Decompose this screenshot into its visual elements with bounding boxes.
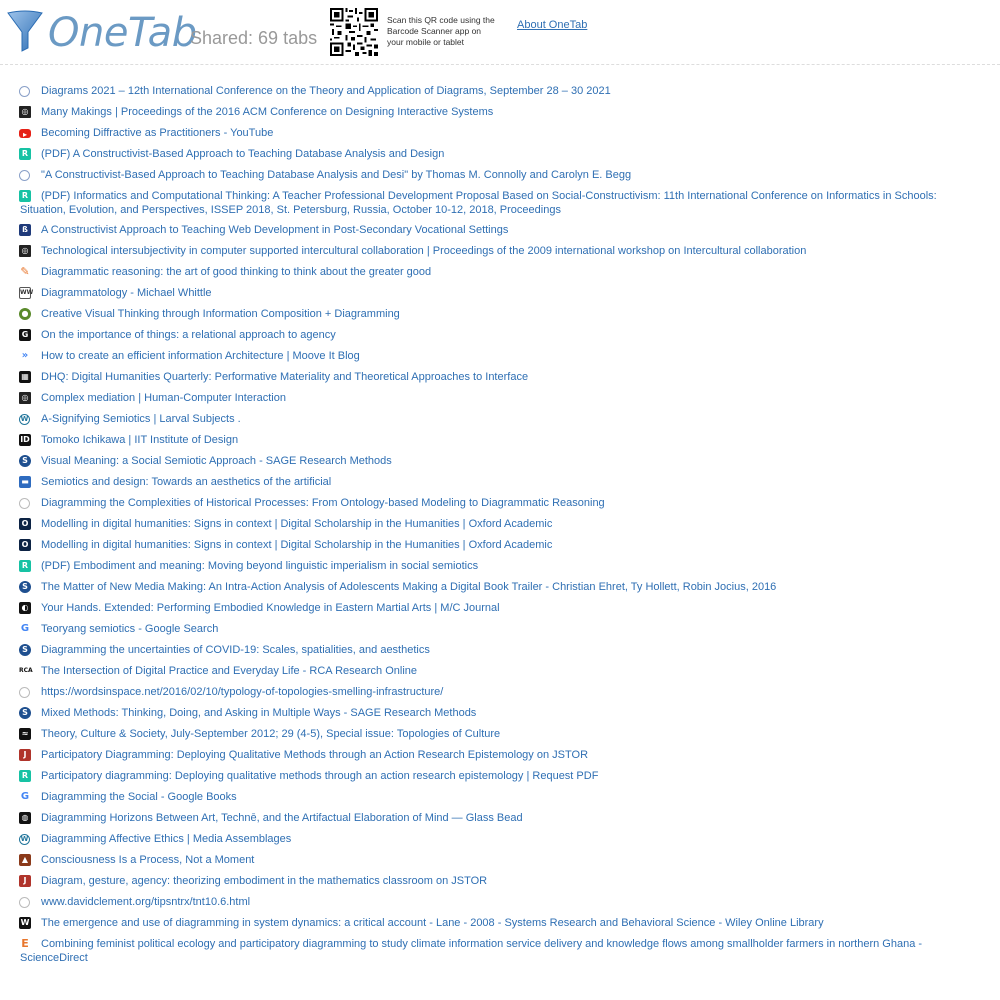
tab-title[interactable]: Diagramming the uncertainties of COVID-19: Scales, spatialities, and aesthetics <box>41 644 430 656</box>
tab-title[interactable]: Your Hands. Extended: Performing Embodied Knowledge in Eastern Martial Arts | M/C Journal <box>41 602 500 614</box>
tab-title[interactable]: Many Makings | Proceedings of the 2016 ACM Conference on Designing Interactive Systems <box>41 106 494 118</box>
tab-title[interactable]: Diagramming Affective Ethics | Media Assemblages <box>41 833 292 845</box>
tab-title[interactable]: Participatory Diagramming: Deploying Qualitative Methods through an Action Research Epistemology on JSTOR <box>41 749 589 761</box>
sage-icon: S <box>19 707 31 719</box>
tab-link[interactable] <box>0 619 1000 640</box>
tab-title[interactable]: (PDF) A Constructivist-Based Approach to Teaching Database Analysis and Design <box>41 148 445 160</box>
site-icon: G <box>19 329 31 341</box>
tab-title[interactable]: Modelling in digital humanities: Signs in context | Digital Scholarship in the Humanities | Oxford Academic <box>41 518 553 530</box>
id-icon: ID <box>20 435 30 444</box>
tab-title[interactable]: "A Constructivist-Based Approach to Teaching Database Analysis and Desi" by Thomas M. Connolly and Carolyn E. Begg <box>41 169 632 181</box>
glass-bead-icon: ◍ <box>19 812 31 824</box>
tab-link[interactable] <box>0 871 1000 892</box>
tab-list <box>0 81 1000 968</box>
tab-link[interactable] <box>0 892 1000 913</box>
pen-icon: ✎ <box>20 265 30 278</box>
site-icon: ▲ <box>19 854 31 866</box>
tab-title[interactable]: Diagramming Horizons Between Art, Technē, and the Artifactual Elaboration of Mind — Glass Bead <box>41 812 523 824</box>
researchgate-icon: R <box>19 148 31 160</box>
globe-icon <box>19 86 30 97</box>
tab-link[interactable] <box>0 367 1000 388</box>
google-icon: G <box>20 791 30 802</box>
researchgate-icon: R <box>19 560 31 572</box>
researchgate-icon: R <box>19 190 31 202</box>
oxford-icon: O <box>19 539 31 551</box>
tab-title[interactable]: Becoming Diffractive as Practitioners - YouTube <box>41 127 274 139</box>
tab-link[interactable] <box>0 934 1000 968</box>
tab-title[interactable]: https://wordsinspace.net/2016/02/10/typology-of-topologies-smelling-infrastructure/ <box>41 686 444 698</box>
tab-link[interactable] <box>0 186 1000 220</box>
tab-link[interactable] <box>0 388 1000 409</box>
tab-title[interactable]: A-Signifying Semiotics | Larval Subjects . <box>41 413 241 425</box>
tab-title[interactable]: Diagramming the Social - Google Books <box>41 791 237 803</box>
sage-icon: S <box>19 455 31 467</box>
brand-title: OneTab <box>48 10 197 56</box>
rca-icon: RCA <box>19 665 31 677</box>
tab-title[interactable]: www.davidclement.org/tipsntrx/tnt10.6.html <box>41 896 251 908</box>
tab-title[interactable]: Modelling in digital humanities: Signs in context | Digital Scholarship in the Humanities | Oxford Academic <box>41 539 553 551</box>
tab-title[interactable]: Semiotics and design: Towards an aesthetics of the artificial <box>41 476 332 488</box>
tab-title[interactable]: Technological intersubjectivity in computer supported intercultural collaboration | Proceedings of the 2009 international workshop on Intercultural collaboration <box>41 245 807 257</box>
site-icon: ▬ <box>19 476 31 488</box>
tab-link[interactable] <box>0 556 1000 577</box>
tab-title[interactable]: The Intersection of Digital Practice and Everyday Life - RCA Research Online <box>41 665 418 677</box>
tab-link[interactable] <box>0 703 1000 724</box>
tab-link[interactable] <box>0 808 1000 829</box>
tab-title[interactable]: Creative Visual Thinking through Information Composition + Diagramming <box>41 308 400 320</box>
site-icon: ● <box>19 308 31 320</box>
oxford-icon: O <box>19 518 31 530</box>
tab-link[interactable] <box>0 598 1000 619</box>
tab-link[interactable] <box>0 829 1000 850</box>
tab-link[interactable] <box>0 144 1000 165</box>
tab-link[interactable] <box>0 661 1000 682</box>
tab-title[interactable]: Complex mediation | Human-Computer Interaction <box>41 392 286 404</box>
tab-link[interactable] <box>0 850 1000 871</box>
qr-instructions: Scan this QR code using the Barcode Scanner app on your mobile or tablet <box>387 15 495 47</box>
tab-link[interactable] <box>0 745 1000 766</box>
tab-link[interactable] <box>0 451 1000 472</box>
tab-link[interactable] <box>0 241 1000 262</box>
tab-title[interactable]: The emergence and use of diagramming in system dynamics: a critical account - Lane - 2008 - Systems Research and Behavioral Science - Wiley Online Library <box>41 917 824 929</box>
tab-link[interactable] <box>0 514 1000 535</box>
globe-icon <box>19 687 30 698</box>
elsevier-icon: E <box>19 938 31 950</box>
onetab-funnel-icon <box>6 10 44 52</box>
tab-title[interactable]: Consciousness Is a Process, Not a Moment <box>41 854 255 866</box>
ww-icon: WW <box>19 287 31 299</box>
tab-link[interactable] <box>0 81 1000 102</box>
jstor-icon: J <box>19 875 31 887</box>
network-globe-icon <box>19 170 30 181</box>
tab-link[interactable] <box>0 640 1000 661</box>
sage-journals-icon: ≈ <box>19 728 31 740</box>
tab-link[interactable] <box>0 472 1000 493</box>
globe-icon <box>19 498 30 509</box>
tab-title[interactable]: Diagrammatology - Michael Whittle <box>41 287 212 299</box>
header <box>0 0 1000 65</box>
about-onetab-link[interactable]: About OneTab <box>517 19 588 31</box>
site-icon: ß <box>19 224 31 236</box>
tab-link[interactable] <box>0 304 1000 325</box>
tab-title[interactable]: Teoryang semiotics - Google Search <box>41 623 219 635</box>
tab-title[interactable]: Diagrammatic reasoning: the art of good thinking to think about the greater good <box>41 266 432 278</box>
youtube-icon: ▸ <box>19 129 31 138</box>
tab-link[interactable] <box>0 165 1000 186</box>
google-icon: G <box>20 623 30 634</box>
tab-link[interactable] <box>0 123 1000 144</box>
tab-link[interactable] <box>0 409 1000 430</box>
tab-title[interactable]: (PDF) Embodiment and meaning: Moving beyond linguistic imperialism in social semiotics <box>41 560 479 572</box>
tab-title[interactable]: Participatory diagramming: Deploying qualitative methods through an action research epistemology | Request PDF <box>41 770 599 782</box>
tab-title[interactable]: On the importance of things: a relational approach to agency <box>41 329 336 341</box>
tab-link[interactable] <box>0 430 1000 451</box>
tab-link[interactable] <box>0 577 1000 598</box>
tab-title[interactable]: Diagram, gesture, agency: theorizing embodiment in the mathematics classroom on JSTOR <box>41 875 488 887</box>
qr-code-icon <box>330 8 378 56</box>
tab-link[interactable] <box>0 346 1000 367</box>
acm-icon: ◎ <box>19 106 31 118</box>
tab-link[interactable] <box>0 325 1000 346</box>
tab-link[interactable] <box>0 220 1000 241</box>
jstor-icon: J <box>19 749 31 761</box>
tab-link[interactable] <box>0 283 1000 304</box>
tab-title[interactable]: Combining feminist political ecology and participatory diagramming to study climate information service delivery and knowledge flows among smallholder farmers in northern Ghana - ScienceDirect <box>20 938 923 964</box>
tab-link[interactable] <box>0 913 1000 934</box>
tab-title[interactable]: Visual Meaning: a Social Semiotic Approach - SAGE Research Methods <box>41 455 392 467</box>
researchgate-icon: R <box>19 770 31 782</box>
wordpress-icon: W <box>20 415 29 423</box>
tab-title[interactable]: Theory, Culture & Society, July-September 2012; 29 (4-5), Special issue: Topologies of Culture <box>41 728 501 740</box>
tab-link[interactable] <box>0 787 1000 808</box>
tab-link[interactable] <box>0 102 1000 123</box>
acm-icon: ◎ <box>19 245 31 257</box>
tab-title[interactable]: Tomoko Ichikawa | IIT Institute of Design <box>41 434 239 446</box>
moove-icon: » <box>19 350 31 362</box>
wiley-icon: W <box>20 918 30 927</box>
wordpress-icon: W <box>20 835 29 843</box>
tab-title[interactable]: DHQ: Digital Humanities Quarterly: Performative Materiality and Theoretical Approaches to Interface <box>41 371 529 383</box>
globe-icon <box>19 897 30 908</box>
tab-title[interactable]: Mixed Methods: Thinking, Doing, and Asking in Multiple Ways - SAGE Research Methods <box>41 707 477 719</box>
tab-link[interactable] <box>0 535 1000 556</box>
tab-title[interactable]: How to create an efficient information Architecture | Moove It Blog <box>41 350 360 362</box>
tab-title[interactable]: A Constructivist Approach to Teaching Web Development in Post-Secondary Vocational Settings <box>41 224 509 236</box>
tab-link[interactable] <box>0 682 1000 703</box>
tab-link[interactable] <box>0 262 1000 283</box>
dhq-icon: ▦ <box>19 371 31 383</box>
acm-icon: ◎ <box>19 392 31 404</box>
sage-icon: S <box>19 644 31 656</box>
tab-title[interactable]: (PDF) Informatics and Computational Thinking: A Teacher Professional Development Proposal Based on Social-Constructivism: 11th International Conference on Informatics in Schools: Situation, Evolution, and Perspectives, ISSEP 2018, St. Petersburg, Russia, October 10-12, 2018, Proceedings <box>20 190 937 216</box>
tab-link[interactable] <box>0 766 1000 787</box>
sage-icon: S <box>19 581 31 593</box>
site-icon: ◐ <box>19 602 31 614</box>
shared-count: Shared: 69 tabs <box>190 28 318 48</box>
tab-title[interactable]: Diagrams 2021 – 12th International Conference on the Theory and Application of Diagrams, September 28 – 30 2021 <box>41 85 611 97</box>
tab-title[interactable]: The Matter of New Media Making: An Intra-Action Analysis of Adolescents Making a Digital Book Trailer - Christian Ehret, Ty Hollett, Robin Jocius, 2016 <box>41 581 777 593</box>
tab-link[interactable] <box>0 724 1000 745</box>
tab-link[interactable] <box>0 493 1000 514</box>
tab-title[interactable]: Diagramming the Complexities of Historical Processes: From Ontology-based Modeling to Diagrammatic Reasoning <box>41 497 605 509</box>
